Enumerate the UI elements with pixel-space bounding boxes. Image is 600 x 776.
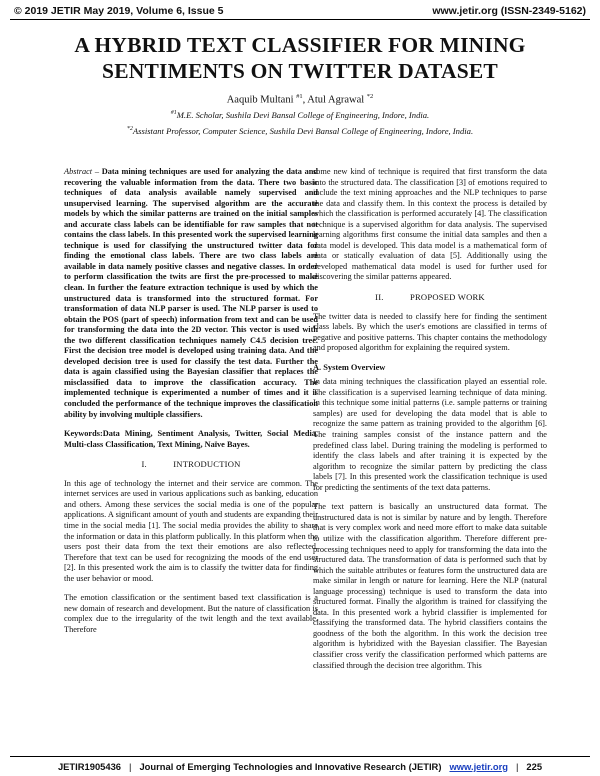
author-2: Atul Agrawal bbox=[307, 94, 365, 106]
affiliation-1-sup: #1 bbox=[170, 110, 177, 117]
intro-paragraph-1: In this age of technology the internet and their service are common. The internet services are used in various applications such as banking, education and others. Among these services the social media is one of the popular applications. A significant amount of youth and students are expanding their time in the social media [1]. The social media provides the ability to share the information or data in this platform publically. In this platform when the users post their data from the text their emotions are also reflected. Therefore that text can be used for recognizing the moods of the end user [2]. In this presented work the aim is to classify the twitter data for finding the user behavior or mood. bbox=[64, 478, 318, 583]
author-separator: , bbox=[302, 94, 308, 106]
continuation-paragraph: some new kind of technique is required that first transform the data into the structured data. The classification [3] of emotions required to include the text mining approaches and the NLP techniques to parse the data and classify them. In this context the process is detailed by which the classification is performed accurately [4]. The classification technique is a supervised algorithm for data analysis. The supervised learning algorithms first consume the initial data samples and then a data model is developed. This data model is a mathematical form of data or statically evaluation of data [5]. Additionally using the developed mathematical data model is used for further used for discovering the similar patterns appeared. bbox=[313, 167, 547, 282]
footer-page-number: 225 bbox=[526, 760, 543, 772]
subsection-heading-system-overview: A. System Overview bbox=[313, 362, 386, 372]
paper-title: A HYBRID TEXT CLASSIFIER FOR MINING SENTIMENTS ON TWITTER DATASET bbox=[74, 33, 526, 83]
footer-journal-name: Journal of Emerging Technologies and Innovative Research (JETIR) bbox=[139, 760, 442, 772]
affiliation-2-text: Assistant Professor, Computer Science, Sushila Devi Bansal College of Engineering, Indore, India. bbox=[132, 126, 474, 136]
abstract-dash: – bbox=[92, 167, 102, 176]
footer-separator-2: | bbox=[515, 760, 519, 772]
left-column bbox=[64, 167, 318, 644]
author-1: Aaquib Multani bbox=[226, 94, 294, 106]
abstract bbox=[64, 167, 318, 420]
section-heading-introduction: I. INTRODUCTION bbox=[141, 459, 241, 470]
header-rule bbox=[10, 19, 590, 20]
section-heading-proposed-work: II. PROPOSED WORK bbox=[375, 292, 485, 303]
header-journal-issue: © 2019 JETIR May 2019, Volume 6, Issue 5 bbox=[14, 5, 224, 17]
footer-rule bbox=[10, 756, 590, 757]
overview-paragraph-1: In data mining techniques the classification played an essential role. The classification is a supervised learning technique of data mining. In this technique some initial patterns (i.e. sample patterns or training samples) are used for developing the data model that is able to recognize the same pattern as training provided to the algorithm [6]. The training samples consist of the instance pattern and the predefined class label. During training the modeling is performed to identify the class labels and after training it is expected by the algorithm to recognize the similar pattern by predicting the class labels [7]. In this presented work the classification technique is used for predicting the sentiments of the text data patterns. bbox=[313, 377, 547, 492]
intro-paragraph-2: The emotion classification or the sentiment based text classification is a new domain of research and development. But the nature of classification is complex due to the irregularity of the twit length and the text available. Therefore bbox=[64, 593, 318, 634]
keywords: Keywords:Data Mining, Sentiment Analysis, Twitter, Social Media, Multi-class Classification, Text Mining, Naïve Bayes. bbox=[64, 429, 318, 449]
header-website-issn: www.jetir.org (ISSN-2349-5162) bbox=[432, 5, 586, 17]
footer-website-link[interactable]: www.jetir.org bbox=[449, 760, 508, 772]
overview-paragraph-2: The text pattern is basically an unstructured data format. The unstructured data is not is similar by nature and by length. Therefore that is very complex work and need more effort to make data suitable to utilize with the classification algorithm. Therefore different pre-processing techniques need to apply for transforming the data into the structured data. The transformation of data is performed such that by which the suitable attributes or features form the unstructured data are make similar in length or nature for learning. Here the NLP (natural language processing) technique is used to transform the data into structured format. Finally the algorithm is trained for classifying the data. In this presented work a hybrid classifier is implemented for classifying the transformed data. The hybrid classifiers contains the goodness of the both the algorithm. In this work the decision tree algorithm is hybridized with the Bayesian classifier. The Bayesian classifier cross verify the classification performed which patterns are classified through the decision tree algorithm. This bbox=[313, 502, 547, 670]
affiliation-1 bbox=[0, 110, 600, 120]
proposed-paragraph-1: The twitter data is needed to classify here for finding the sentiment class labels. By which the user's emotions are classified in terms of negative and positive patterns. This chapter contains the methodology and proposed algorithm for explaining the required system. bbox=[313, 311, 547, 353]
affiliation-2-sup: *2 bbox=[126, 126, 133, 133]
affiliation-2 bbox=[0, 126, 600, 136]
running-header bbox=[0, 0, 600, 22]
running-footer bbox=[0, 756, 600, 776]
right-column bbox=[313, 167, 547, 680]
footer-separator-1: | bbox=[129, 760, 132, 772]
author-2-sup: *2 bbox=[366, 93, 374, 100]
footer-paper-id: JETIR1905436 bbox=[57, 760, 122, 772]
abstract-label: Abstract bbox=[64, 167, 93, 176]
author-1-sup: #1 bbox=[296, 93, 303, 100]
abstract-body: Data mining techniques are used for analyzing the data and recovering the valuable information from the data. There two basic techniques of data analysis available namely supervised and unsupervised learning. The supervised algorithm are the accurate models by which the similar patterns are trained on the initial samples and accurate class labels can be identifiable for raw samples that not contains the class labels. In this presented work the supervised learning technique is used for classifying the unstructured twitter data for finding the emotional class labels. There are two class labels are available in data namely positive classes and negative classes. In order to perform classification the twits are first the pre-processed to make clean. In further the feature extraction technique is used by which the unstructured data is transformed into the structured format. For transformation of data NLP parser is used. The NLP parser is used to obtain the POS (part of speech) information from text and can be used for transforming the data into the 2D vector. This vector is used with the two different classification techniques namely C4.5 decision tree. First the decision tree model is developed using training data. And the developed decision tree is used for classify the test data. Further the data is again classified using the Bayesian classifier that replaces the misclassified data to improve the classification accuracy. The implemented technique is experimented a number of times and it is concluded the performance of the technique improves the classification ability by involving multiple classifiers. bbox=[64, 167, 318, 419]
affiliation-1-text: M.E. Scholar, Sushila Devi Bansal College of Engineering, Indore, India. bbox=[176, 110, 430, 120]
author-line bbox=[0, 93, 600, 106]
